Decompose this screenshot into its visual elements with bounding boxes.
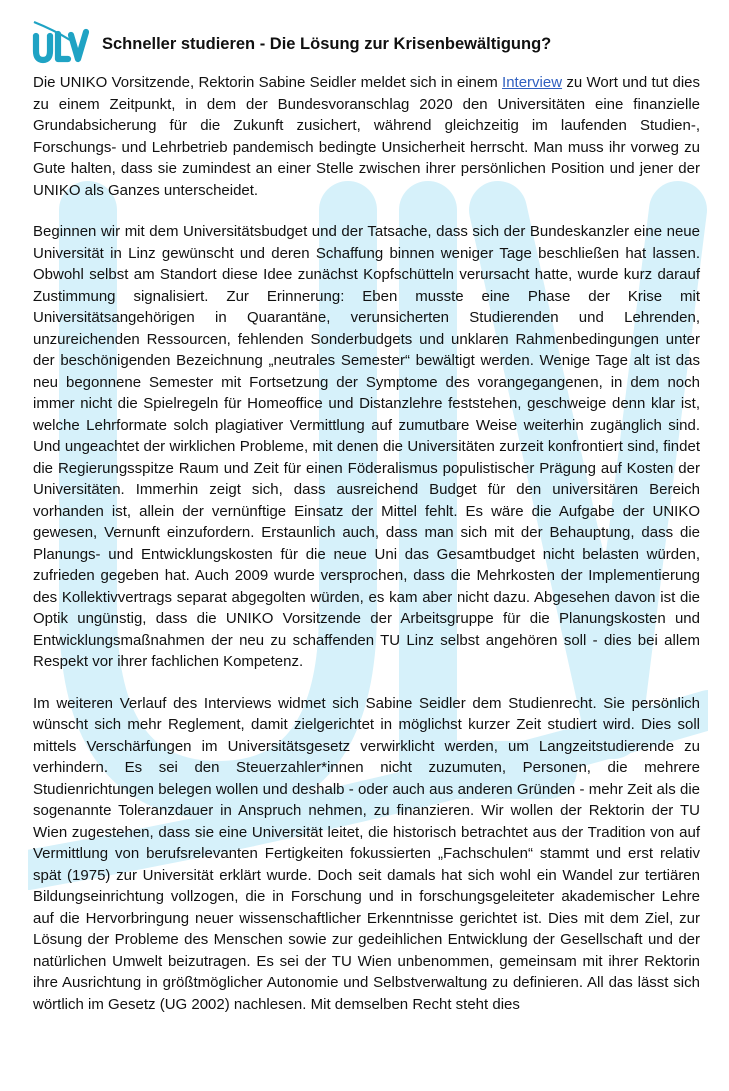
article-body bbox=[33, 72, 700, 1035]
interview-link[interactable]: Interview bbox=[502, 74, 563, 91]
paragraph-studienrecht: Im weiteren Verlauf des Interviews widmet sich Sabine Seidler dem Studienrecht. Sie persönlich wünscht sich mehr Reglement, damit zielgerichtet in möglichst kurzer Zeit studiert wird. Dies soll mittels Verschärfungen im Universitätsgesetz verwirklicht werden, um Langzeitstudierende zu verhindern. Es sei den Steuerzahler*innen nicht zuzumuten, Personen, die mehrere Studienrichtungen belegen wollen und deshalb - oder auch aus anderen Gründen - mehr Zeit als die sogenannte Toleranzdauer in Anspruch nehmen, zu finanzieren. Wir wollen der Rektorin der TU Wien zugestehen, dass sie eine Universität leitet, die historisch betrachtet aus der Tradition von auf Vermittlung von berufsrelevanten Fertigkeiten fokussierten „Fachschulen“ stammt und erst relativ spät (1975) zur Universität erklärt wurde. Doch seit damals hat sich wohl ein Wandel zur tertiären Bildungseinrichtung vollzogen, die in Forschung und in forschungsgeleiteter akademischer Lehre auf die Hervorbringung neuer wissenschaftlicher Erkenntnisse gerichtet ist. Dies mit dem Ziel, zur Lösung der Probleme des Menschen sowie zur gedeihlichen Entwicklung der Gesellschaft und der natürlichen Umwelt beizutragen. Es sei der TU Wien unbenommen, gemeinsam mit ihrer Rektorin ihre Ausrichtung in größtmöglicher Autonomie und Selbstverwaltung zu definieren. All das lässt sich wörtlich im Gesetz (UG 2002) nachlesen. Mit demselben Recht steht dies bbox=[33, 694, 700, 1013]
paragraph-intro bbox=[33, 72, 700, 201]
paragraph-intro-text-cont: zu Wort und tut dies zu einem Zeitpunkt, in dem der Bundesvoranschlag 2020 den Universitäten eine finanzielle Grundabsicherung für die Zukunft zusichert, während gleichzeitig im laufenden Studien-, Forschungs- und Lehrbetrieb pandemisch bedingte Unsicherheit herrscht. Man muss ihr vorweg zu Gute halten, dass sie zumindest an einer Stelle zwischen ihrer persönlichen Position und jener der UNIKO als Ganzes unterscheidet. bbox=[33, 74, 701, 199]
paragraph-budget: Beginnen wir mit dem Universitätsbudget und der Tatsache, dass sich der Bundeskanzler eine neue Universität in Linz gewünscht und deren Schaffung binnen weniger Tage beschließen hat lassen. Obwohl selbst am Standort diese Idee zunächst Kopfschütteln verursacht hatte, wurde kurz darauf Zustimmung signalisiert. Zur Erinnerung: Eben musste eine Phase der Krise mit Universitätsangehörigen in Quarantäne, verunsicherten Studierenden und Lehrenden, unzureichenden Ressourcen, fehlenden Sonderbudgets und unklaren Rahmenbedingungen unter der beschönigenden Bezeichnung „neutrales Semester“ bewältigt werden. Wenige Tage alt ist das neu begonnene Semester mit Fortsetzung der Symptome des vorangegangenen, in dem noch immer nicht die Spielregeln für Homeoffice und Distanzlehre feststehen, geschweige denn klar ist, welche Lehrformate solch plagiativer Vermittlung auf zumutbare Weise weiterhin zugänglich sind. Und ungeachtet der wirklichen Probleme, mit denen die Universitäten zurzeit konfrontiert sind, findet die Regierungsspitze Raum und Zeit für einen Föderalismus populistischer Prägung auf Kosten der Universitäten. Immerhin zeigt sich, dass ausreichend Budget für den universitären Bereich vorhanden ist, allein der vernünftige Einsatz der Mittel fehlt. Es wäre die Aufgabe der UNIKO gewesen, Vernunft einzufordern. Erstaunlich auch, dass man sich mit der Behauptung, dass die Planungs- und Entwicklungskosten für die neue Uni das Gesamtbudget nicht belasten würden, zufrieden gegeben hat. Auch 2009 wurde versprochen, dass die Mehrkosten der Implementierung des Kollektivvertrags separat abgegolten würden, es kam aber nicht dazu. Abgesehen davon ist die Optik ungünstig, dass die UNIKO Vorsitzende der Arbeitsgruppe für die Planungskosten und Entwicklungsmaßnahmen der neu zu schaffenden TU Linz selbst angehören soll - dies bei allem Respekt vor ihrer fachlichen Kompetenz. bbox=[33, 223, 700, 670]
paragraph-intro-text: Die UNIKO Vorsitzende, Rektorin Sabine Seidler meldet sich in einem bbox=[33, 74, 503, 91]
ulv-logo bbox=[30, 20, 92, 66]
document-title: Schneller studieren - Die Lösung zur Krisenbewältigung? bbox=[102, 35, 552, 53]
document-header bbox=[30, 20, 710, 72]
